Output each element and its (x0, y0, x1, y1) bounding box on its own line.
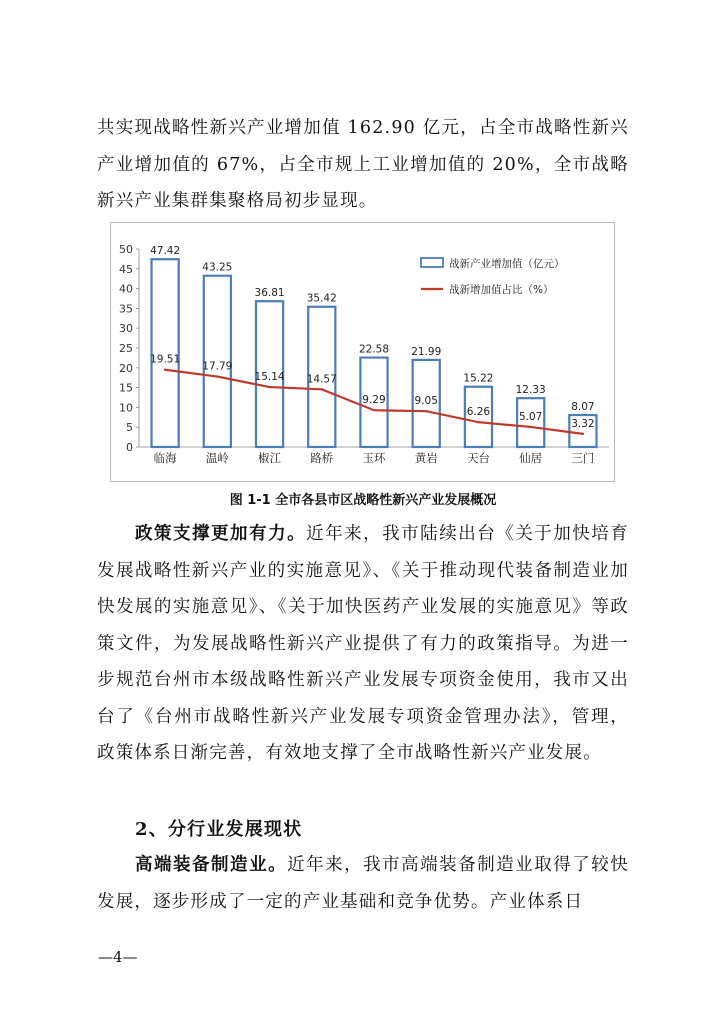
bar-value-label: 12.33 (515, 384, 546, 397)
line-point (164, 369, 166, 371)
x-tick-label: 仙居 (519, 451, 543, 465)
policy-body: 近年来，我市陆续出台《关于加快培育发展战略性新兴产业的实施意见》、《关于推动现代装备制造业加快发展的实施意见》、《关于加快医药产业发展的实施意见》等政策文件，为发展战略性新兴产业提供了有力的政策指导。为进一步规范台州市本级战略性新兴产业发展专项资金使用，我市又出台了《台州市战略性新兴产业发展专项资金管理办法》，管理，政策体系日渐完善，有效地支撑了全市战略性新兴产业发展。 (97, 524, 629, 763)
line-point (268, 386, 270, 388)
y-tick-label: 50 (119, 243, 133, 256)
line-point (425, 410, 427, 412)
bar-value-label: 8.07 (571, 401, 595, 414)
legend-line-label: 战新增加值占比（%） (449, 284, 554, 296)
y-tick-label: 35 (119, 302, 133, 316)
y-tick-label: 20 (119, 361, 133, 375)
intro-paragraph: 共实现战略性新兴产业增加值 162.90 亿元，占全市战略性新兴产业增加值的 67%，占全市规上工业增加值的 20%，全市战略新兴产业集群集聚格局初步显现。 (97, 118, 629, 211)
hiend-body: 近年来，我市高端装备制造业取得了较快发展，逐步形成了一定的产业基础和竞争优势。产业体系日 (97, 855, 629, 912)
x-tick-label: 温岭 (205, 451, 229, 465)
bar-value-label: 15.22 (463, 372, 494, 385)
y-tick-label: 40 (119, 282, 133, 296)
x-tick-label: 玉环 (362, 451, 386, 465)
line-value-label: 17.79 (202, 360, 233, 373)
bar-value-label: 36.81 (254, 287, 285, 300)
bar-line-chart (111, 223, 614, 481)
line-point (216, 375, 218, 377)
y-tick-label: 10 (119, 401, 133, 415)
x-tick-label: 椒江 (258, 451, 282, 465)
policy-lead: 政策支撑更加有力。 (135, 524, 307, 544)
line-point (321, 388, 323, 390)
x-tick-label: 黄岩 (414, 451, 438, 465)
hiend-lead: 高端装备制造业。 (135, 855, 288, 875)
y-tick-label: 25 (119, 342, 133, 355)
line-point (373, 409, 375, 411)
line-value-label: 6.26 (466, 406, 491, 419)
y-tick-label: 5 (126, 421, 133, 435)
line-value-label: 15.14 (254, 371, 285, 384)
bar-value-label: 35.42 (306, 292, 337, 305)
line-value-label: 14.57 (306, 373, 337, 386)
section-heading: 2、分行业发展现状 (135, 819, 303, 840)
legend-bar-label: 战新产业增加值（亿元） (449, 258, 565, 270)
line-value-label: 5.07 (518, 410, 543, 423)
bar-value-label: 43.25 (202, 261, 233, 274)
y-tick-label: 0 (126, 441, 133, 454)
y-tick-label: 15 (119, 381, 133, 395)
y-tick-label: 45 (119, 262, 133, 276)
bar-value-label: 47.42 (150, 245, 181, 258)
bar-value-label: 22.58 (358, 343, 390, 356)
line-point (529, 426, 531, 428)
line-point (582, 433, 584, 435)
x-tick-label: 临海 (153, 451, 177, 465)
x-tick-label: 三门 (571, 451, 595, 465)
x-tick-label: 路桥 (310, 451, 334, 465)
x-tick-label: 天台 (466, 451, 490, 465)
hiend-paragraph (97, 847, 629, 920)
line-value-label: 9.29 (362, 394, 386, 407)
y-tick-label: 30 (119, 322, 133, 336)
bar-value-label: 21.99 (411, 345, 442, 358)
chart-caption: 图 1-1 全市各县市区战略性新兴产业发展概况 (229, 493, 497, 508)
policy-paragraph (97, 516, 629, 772)
line-value-label: 9.05 (414, 395, 438, 408)
chart-container (110, 222, 615, 482)
page-number: —4— (98, 948, 138, 966)
line-value-label: 3.32 (571, 417, 595, 430)
line-value-label: 19.51 (150, 353, 181, 366)
line-point (477, 421, 479, 423)
legend-bar-swatch (421, 258, 443, 267)
